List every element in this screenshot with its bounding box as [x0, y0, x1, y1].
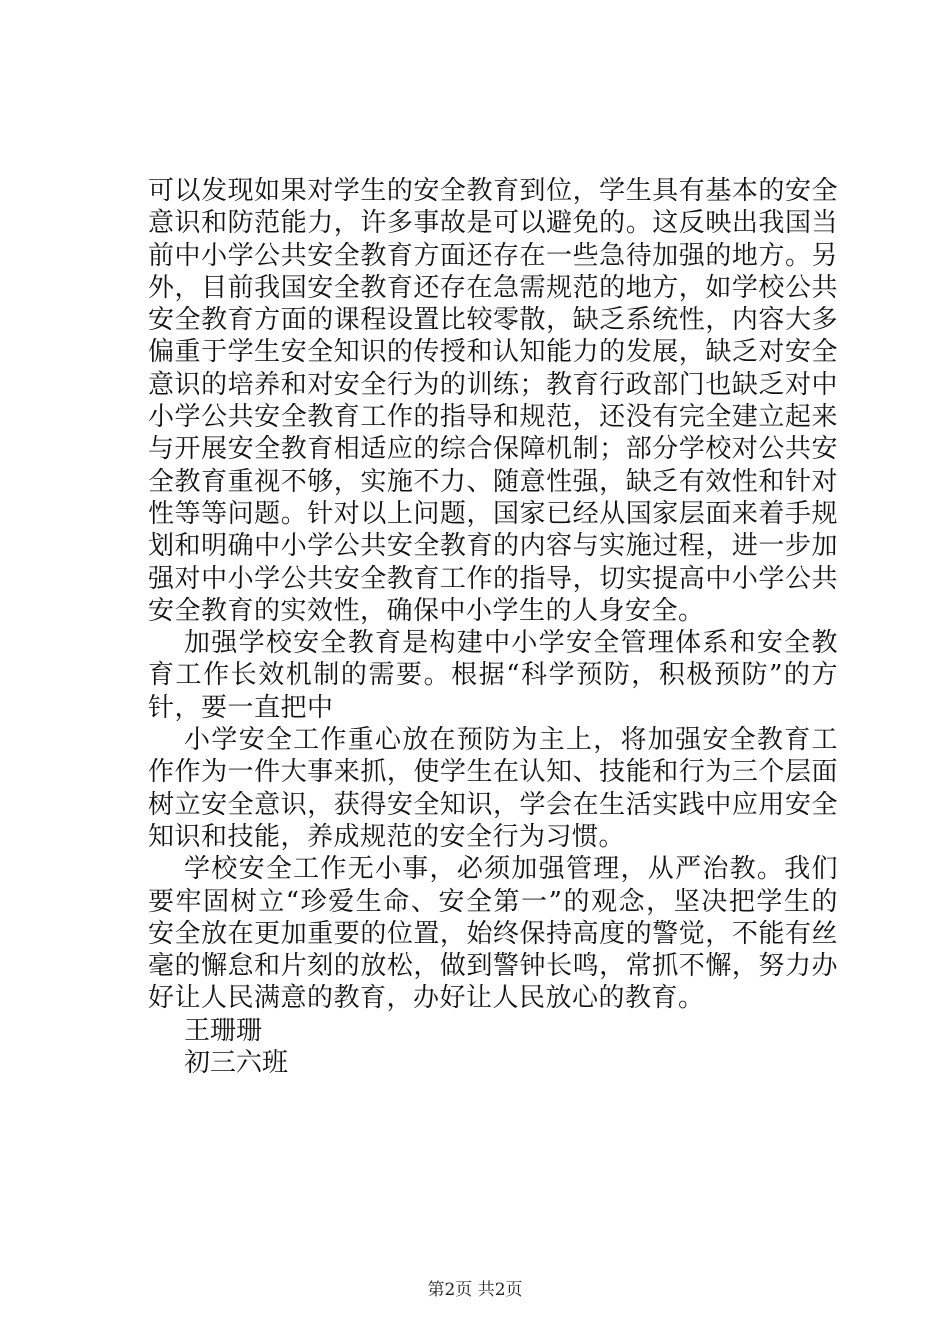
page-number-footer: 第2页 共2页	[427, 1280, 523, 1300]
signature-class: 初三六班	[184, 1048, 289, 1079]
paragraph-2: 加强学校安全教育是构建中小学安全管理体系和安全教育工作长效机制的需要。根据“科学预防，积极预防”的方针，要一直把中	[148, 628, 838, 723]
paragraph-1: 可以发现如果对学生的安全教育到位，学生具有基本的安全意识和防范能力，许多事故是可以避免的。这反映出我国当前中小学公共安全教育方面还存在一些急待加强的地方。另外，目前我国安全教育还存在急需规范的地方，如学校公共安全教育方面的课程设置比较零散，缺乏系统性，内容大多偏重于学生安全知识的传授和认知能力的发展，缺乏对安全意识的培养和对安全行为的训练；教育行政部门也缺乏对中小学公共安全教育工作的指导和规范，还没有完全建立起来与开展安全教育相适应的综合保障机制；部分学校对公共安全教育重视不够，实施不力、随意性强，缺乏有效性和针对性等等问题。针对以上问题，国家已经从国家层面来着手规划和明确中小学公共安全教育的内容与实施过程，进一步加强对中小学公共安全教育工作的指导，切实提高中小学公共安全教育的实效性，确保中小学生的人身安全。	[148, 176, 838, 626]
signature-name: 王珊珊	[184, 1015, 263, 1046]
paragraph-3: 小学安全工作重心放在预防为主上，将加强安全教育工作作为一件大事来抓，使学生在认知、技能和行为三个层面树立安全意识，获得安全知识，学会在生活实践中应用安全知识和技能，养成规范的安全行为习惯。	[148, 725, 838, 852]
paragraph-4: 学校安全工作无小事，必须加强管理，从严治教。我们要牢固树立“珍爱生命、安全第一”的观念，坚决把学生的安全放在更加重要的位置，始终保持高度的警觉，不能有丝毫的懈怠和片刻的放松，做到警钟长鸣，常抓不懈，努力办好让人民满意的教育，办好让人民放心的教育。	[148, 854, 838, 1014]
document-body	[148, 175, 838, 1079]
